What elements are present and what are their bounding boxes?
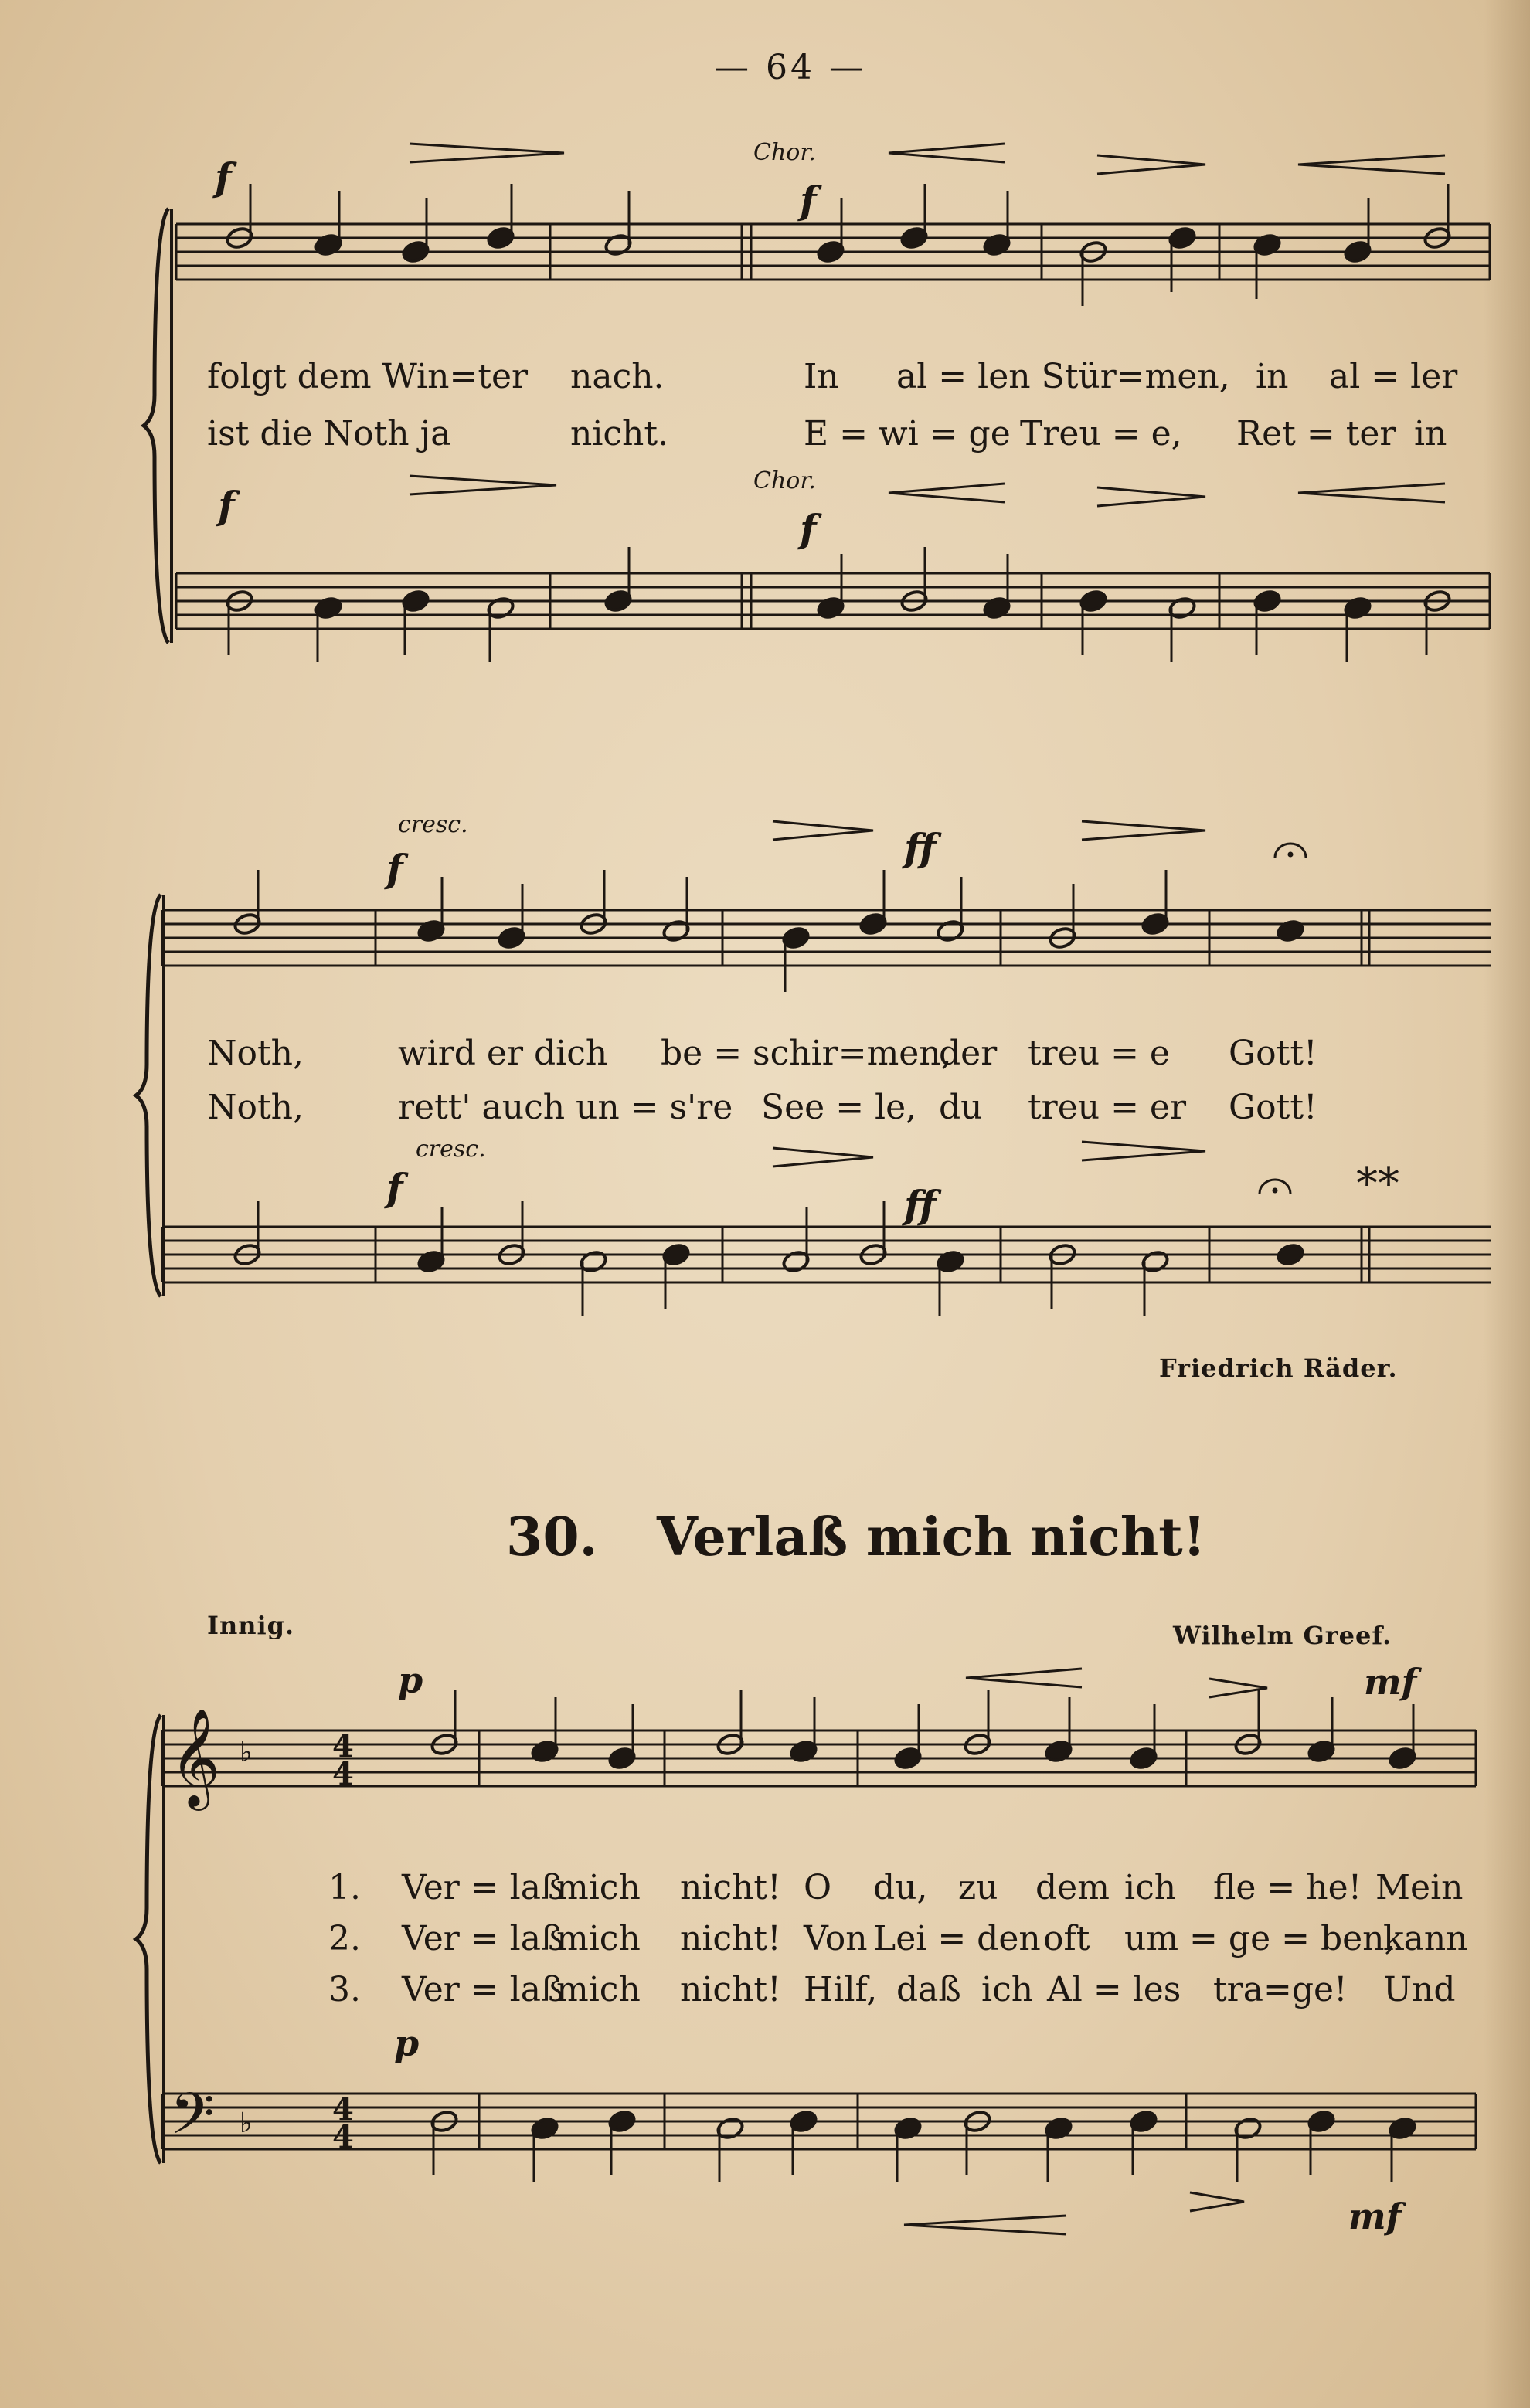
lyric: ich <box>981 1970 1034 2009</box>
lyric: der <box>939 1034 998 1073</box>
tempo-marking: Innig. <box>207 1611 295 1640</box>
lyric: Ver = laß <box>402 1970 564 2009</box>
crescendo-hairpin <box>904 2216 1066 2234</box>
lyric: mich <box>556 1868 641 1907</box>
time-signature-digit: 4 <box>332 1756 354 1792</box>
dynamic-piano-2: p <box>394 2023 420 2064</box>
flat-sign: ♭ <box>240 2107 253 2139</box>
decrescendo-hairpin <box>1190 2192 1244 2211</box>
verse-number: 1. <box>328 1868 361 1907</box>
dynamic-forte-6: f <box>386 1165 403 1211</box>
lyric: nicht! <box>680 1868 781 1907</box>
lyric: treu = e <box>1028 1034 1170 1073</box>
lyric: O <box>804 1868 832 1907</box>
chor-label-top: Chor. <box>753 139 816 166</box>
lyric: treu = er <box>1028 1088 1187 1127</box>
footnote-asterisks: ** <box>1356 1159 1399 1209</box>
fermata-dot <box>1273 1188 1277 1193</box>
time-signature-digit: 4 <box>332 2119 354 2155</box>
lyric: Al = les <box>1047 1970 1182 2009</box>
composer-credit-greef: Wilhelm Greef. <box>1173 1621 1392 1650</box>
crescendo-hairpin <box>889 144 1005 162</box>
dynamic-forte-5: f <box>386 846 403 892</box>
crescendo-hairpin <box>966 1669 1082 1687</box>
dynamic-forte-1: f <box>215 155 232 200</box>
lyric: tra=ge! <box>1213 1970 1348 2009</box>
dynamic-forte-4: f <box>800 506 817 552</box>
lyric: du, <box>873 1868 928 1907</box>
lyric: in <box>1414 414 1447 453</box>
lyric: In <box>804 357 839 396</box>
lyric: kann <box>1383 1919 1468 1958</box>
note-head <box>1276 1242 1305 1267</box>
lyric: Ver = laß <box>402 1868 564 1907</box>
chor-label-bottom: Chor. <box>753 467 816 494</box>
lyric: Und <box>1383 1970 1456 2009</box>
lyric: dem <box>1035 1868 1110 1907</box>
dynamic-forte-2: f <box>800 178 817 223</box>
lyric: mich <box>556 1970 641 2009</box>
system-brace <box>144 209 168 643</box>
lyric: ist die Noth ja <box>207 414 451 453</box>
lyric: Noth, <box>207 1088 304 1127</box>
lyric: Lei = den <box>873 1919 1041 1958</box>
note-head <box>1276 919 1305 943</box>
flat-sign: ♭ <box>240 1737 253 1768</box>
lyric: nicht! <box>680 1970 781 2009</box>
verse-number: 2. <box>328 1919 361 1958</box>
decrescendo-hairpin <box>1082 1142 1205 1160</box>
lyric: Von <box>804 1919 868 1958</box>
lyric: nach. <box>570 357 665 396</box>
decrescendo-hairpin <box>1097 155 1205 174</box>
dynamic-fortissimo-1: ff <box>904 825 937 871</box>
system-brace <box>136 1715 161 2163</box>
decrescendo-hairpin <box>410 476 556 494</box>
lyric: zu <box>958 1868 998 1907</box>
lyric: be = schir=men, <box>661 1034 952 1073</box>
lyric: du <box>939 1088 983 1127</box>
lyric: rett' auch un = s're <box>398 1088 733 1127</box>
lyric: Noth, <box>207 1034 304 1073</box>
decrescendo-hairpin <box>1082 821 1205 840</box>
lyric: Hilf, <box>804 1970 878 2009</box>
lyric: wird er dich <box>398 1034 608 1073</box>
system-brace <box>136 895 161 1296</box>
dynamic-forte-3: f <box>218 483 235 528</box>
lyric: nicht! <box>680 1919 781 1958</box>
lyric: oft <box>1043 1919 1090 1958</box>
decrescendo-hairpin <box>1097 487 1205 506</box>
composer-credit-raeder: Friedrich Räder. <box>1159 1353 1398 1383</box>
lyric: nicht. <box>570 414 669 453</box>
lyric: um = ge = ben, <box>1124 1919 1396 1958</box>
decrescendo-hairpin <box>410 144 564 162</box>
cresc-label-top: cresc. <box>398 811 468 838</box>
verse-number: 3. <box>328 1970 361 2009</box>
lyric: fle = he! <box>1213 1868 1362 1907</box>
dynamic-piano-1: p <box>398 1659 423 1701</box>
time-signature-digit: 4 <box>332 1728 354 1764</box>
cresc-label-bottom: cresc. <box>416 1136 486 1163</box>
lyric: Ver = laß <box>402 1919 564 1958</box>
lyric: E = wi = ge <box>804 414 1011 453</box>
decrescendo-hairpin <box>773 821 873 840</box>
dynamic-fortissimo-2: ff <box>904 1182 937 1228</box>
lyric: Ret = ter <box>1236 414 1396 453</box>
song-number: 30. <box>506 1506 598 1568</box>
page-number: — 64 — <box>715 48 866 87</box>
lyric: folgt dem Win=ter <box>207 357 529 396</box>
lyric: mich <box>556 1919 641 1958</box>
lyric: Gott! <box>1229 1088 1318 1127</box>
lyric: daß <box>896 1970 961 2009</box>
crescendo-hairpin <box>1298 484 1445 502</box>
lyric: Gott! <box>1229 1034 1318 1073</box>
lyric: Treu = e, <box>1020 414 1182 453</box>
lyric: See = le, <box>761 1088 917 1127</box>
decrescendo-hairpin <box>773 1148 873 1167</box>
song-title: Verlaß mich nicht! <box>657 1506 1206 1568</box>
fermata-dot <box>1288 852 1293 857</box>
lyric: al = len Stür=men, <box>896 357 1230 396</box>
time-signature-digit: 4 <box>332 2091 354 2128</box>
lyric: in <box>1256 357 1289 396</box>
crescendo-hairpin <box>1298 155 1445 174</box>
dynamic-mezzoforte-2: mf <box>1348 2196 1402 2237</box>
crescendo-hairpin <box>889 484 1005 502</box>
lyric: ich <box>1124 1868 1177 1907</box>
dynamic-mezzoforte-1: mf <box>1364 1661 1417 1703</box>
lyric: Mein <box>1375 1868 1464 1907</box>
treble-clef-icon: 𝄞 <box>170 1707 221 1806</box>
lyric: al = ler <box>1329 357 1458 396</box>
bass-clef-icon: 𝄢 <box>170 2080 215 2162</box>
